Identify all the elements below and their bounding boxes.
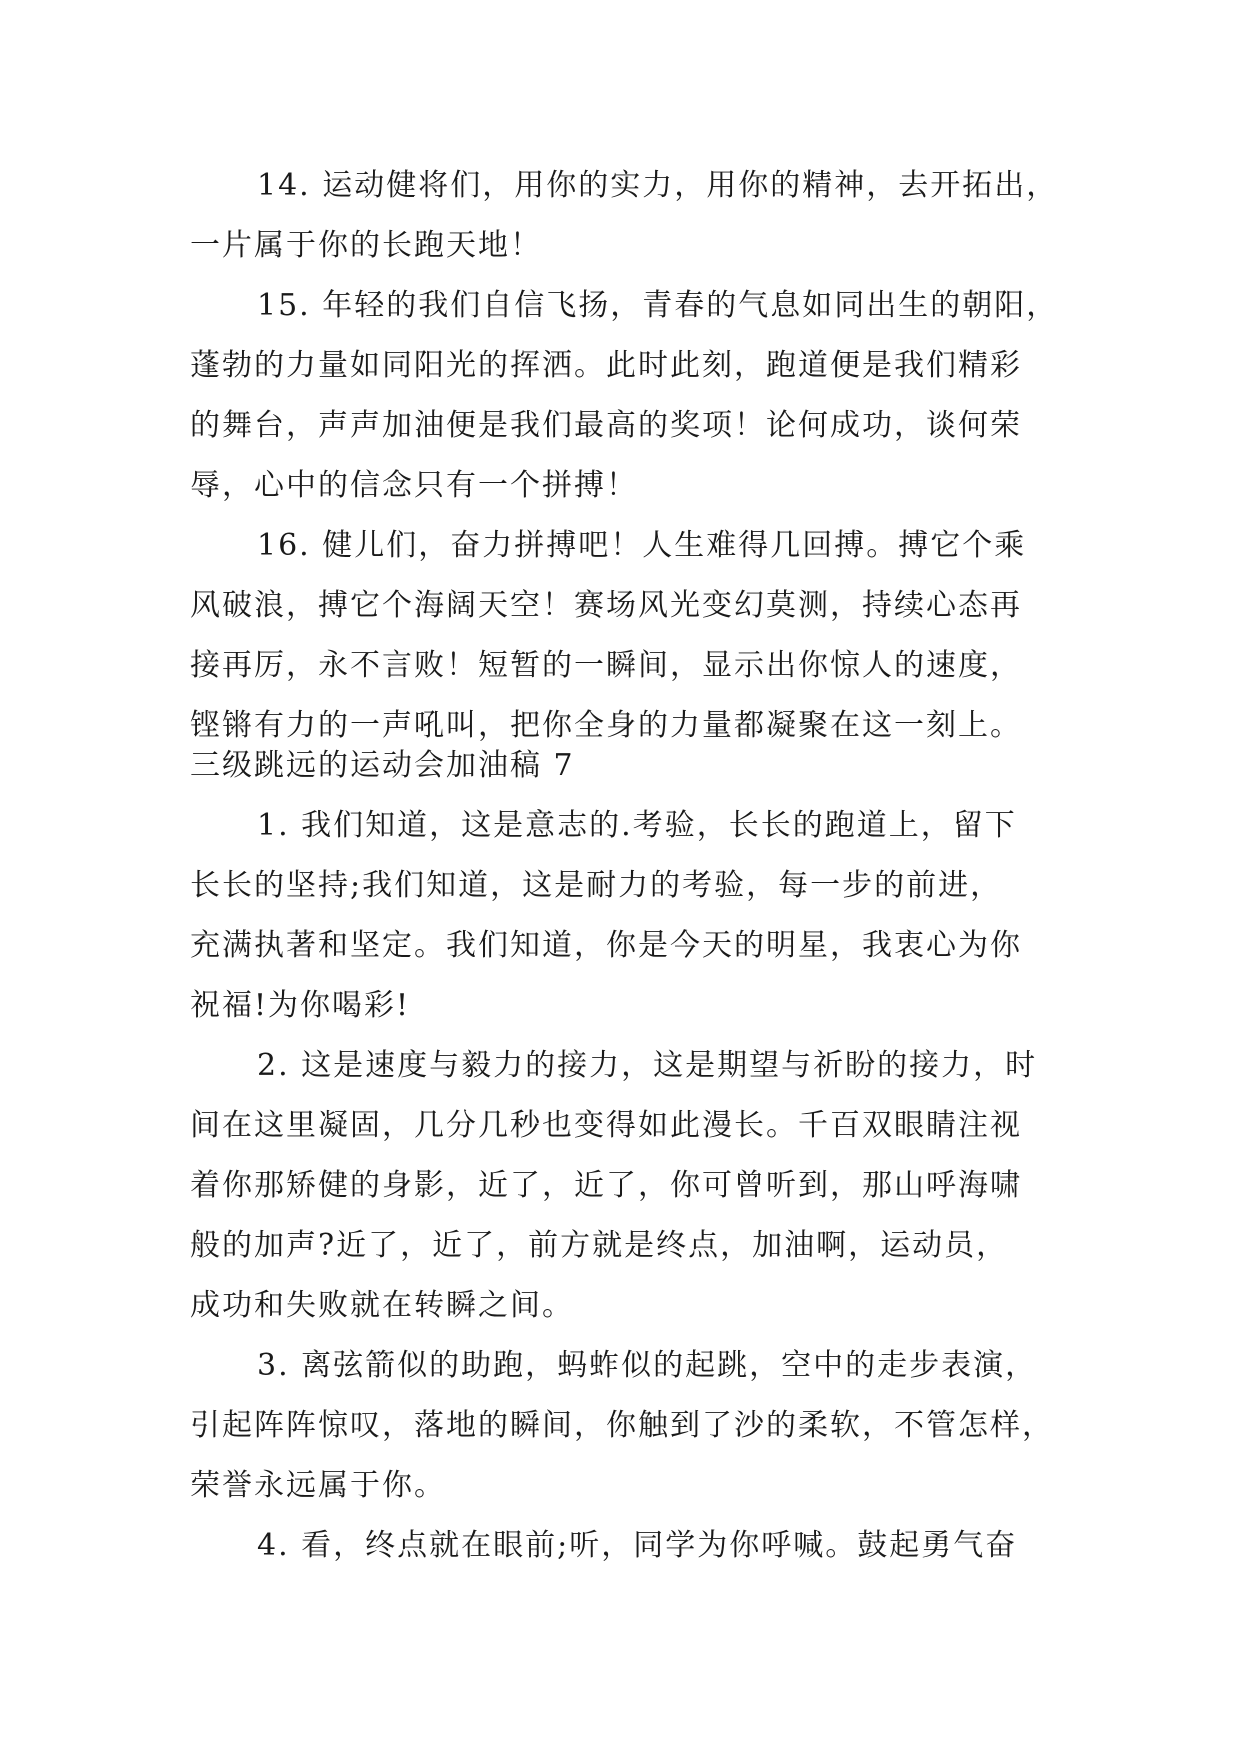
paragraph-16-line-3: 接再厉，永不言败！短暂的一瞬间，显示出你惊人的速度， <box>190 648 1022 683</box>
item-4-line-1: 4. 看，终点就在眼前;听，同学为你呼喊。鼓起勇气奋 <box>257 1528 1018 1563</box>
paragraph-15-line-3: 的舞台，声声加油便是我们最高的奖项！论何成功，谈何荣 <box>190 408 1022 443</box>
paragraph-15-line-2: 蓬勃的力量如同阳光的挥洒。此时此刻，跑道便是我们精彩 <box>190 348 1022 383</box>
section-heading: 三级跳远的运动会加油稿 7 <box>190 748 575 783</box>
paragraph-15-line-1: 15. 年轻的我们自信飞扬，青春的气息如同出生的朝阳， <box>257 288 1059 323</box>
paragraph-16-line-2: 风破浪，搏它个海阔天空！赛场风光变幻莫测，持续心态再 <box>190 588 1022 623</box>
item-1-line-2: 长长的坚持;我们知道，这是耐力的考验，每一步的前进， <box>190 868 1003 903</box>
paragraph-16-line-4: 铿锵有力的一声吼叫，把你全身的力量都凝聚在这一刻上。 <box>190 708 1022 743</box>
item-1-line-4: 祝福!为你喝彩! <box>190 988 411 1023</box>
item-3-line-1: 3. 离弦箭似的助跑，蚂蚱似的起跳，空中的走步表演， <box>257 1348 1038 1383</box>
item-2-line-1: 2. 这是速度与毅力的接力，这是期望与祈盼的接力，时 <box>257 1048 1038 1083</box>
paragraph-14-line-2: 一片属于你的长跑天地！ <box>190 228 542 263</box>
paragraph-15-line-4: 辱，心中的信念只有一个拼搏！ <box>190 468 638 503</box>
paragraph-16-line-1: 16. 健儿们，奋力拼搏吧！人生难得几回搏。搏它个乘 <box>257 528 1027 563</box>
item-1-line-3: 充满执著和坚定。我们知道，你是今天的明星，我衷心为你 <box>190 928 1022 963</box>
item-1-line-1: 1. 我们知道，这是意志的.考验，长长的跑道上，留下 <box>257 808 1017 843</box>
paragraph-14-line-1: 14. 运动健将们，用你的实力，用你的精神，去开拓出， <box>257 168 1059 203</box>
item-2-line-4: 般的加声?近了，近了，前方就是终点，加油啊，运动员， <box>190 1228 1009 1263</box>
item-2-line-5: 成功和失败就在转瞬之间。 <box>190 1288 574 1323</box>
item-2-line-2: 间在这里凝固，几分几秒也变得如此漫长。千百双眼睛注视 <box>190 1108 1022 1143</box>
item-3-line-3: 荣誉永远属于你。 <box>190 1468 446 1503</box>
item-3-line-2: 引起阵阵惊叹，落地的瞬间，你触到了沙的柔软，不管怎样， <box>190 1408 1054 1443</box>
item-2-line-3: 着你那矫健的身影，近了，近了，你可曾听到，那山呼海啸 <box>190 1168 1022 1203</box>
